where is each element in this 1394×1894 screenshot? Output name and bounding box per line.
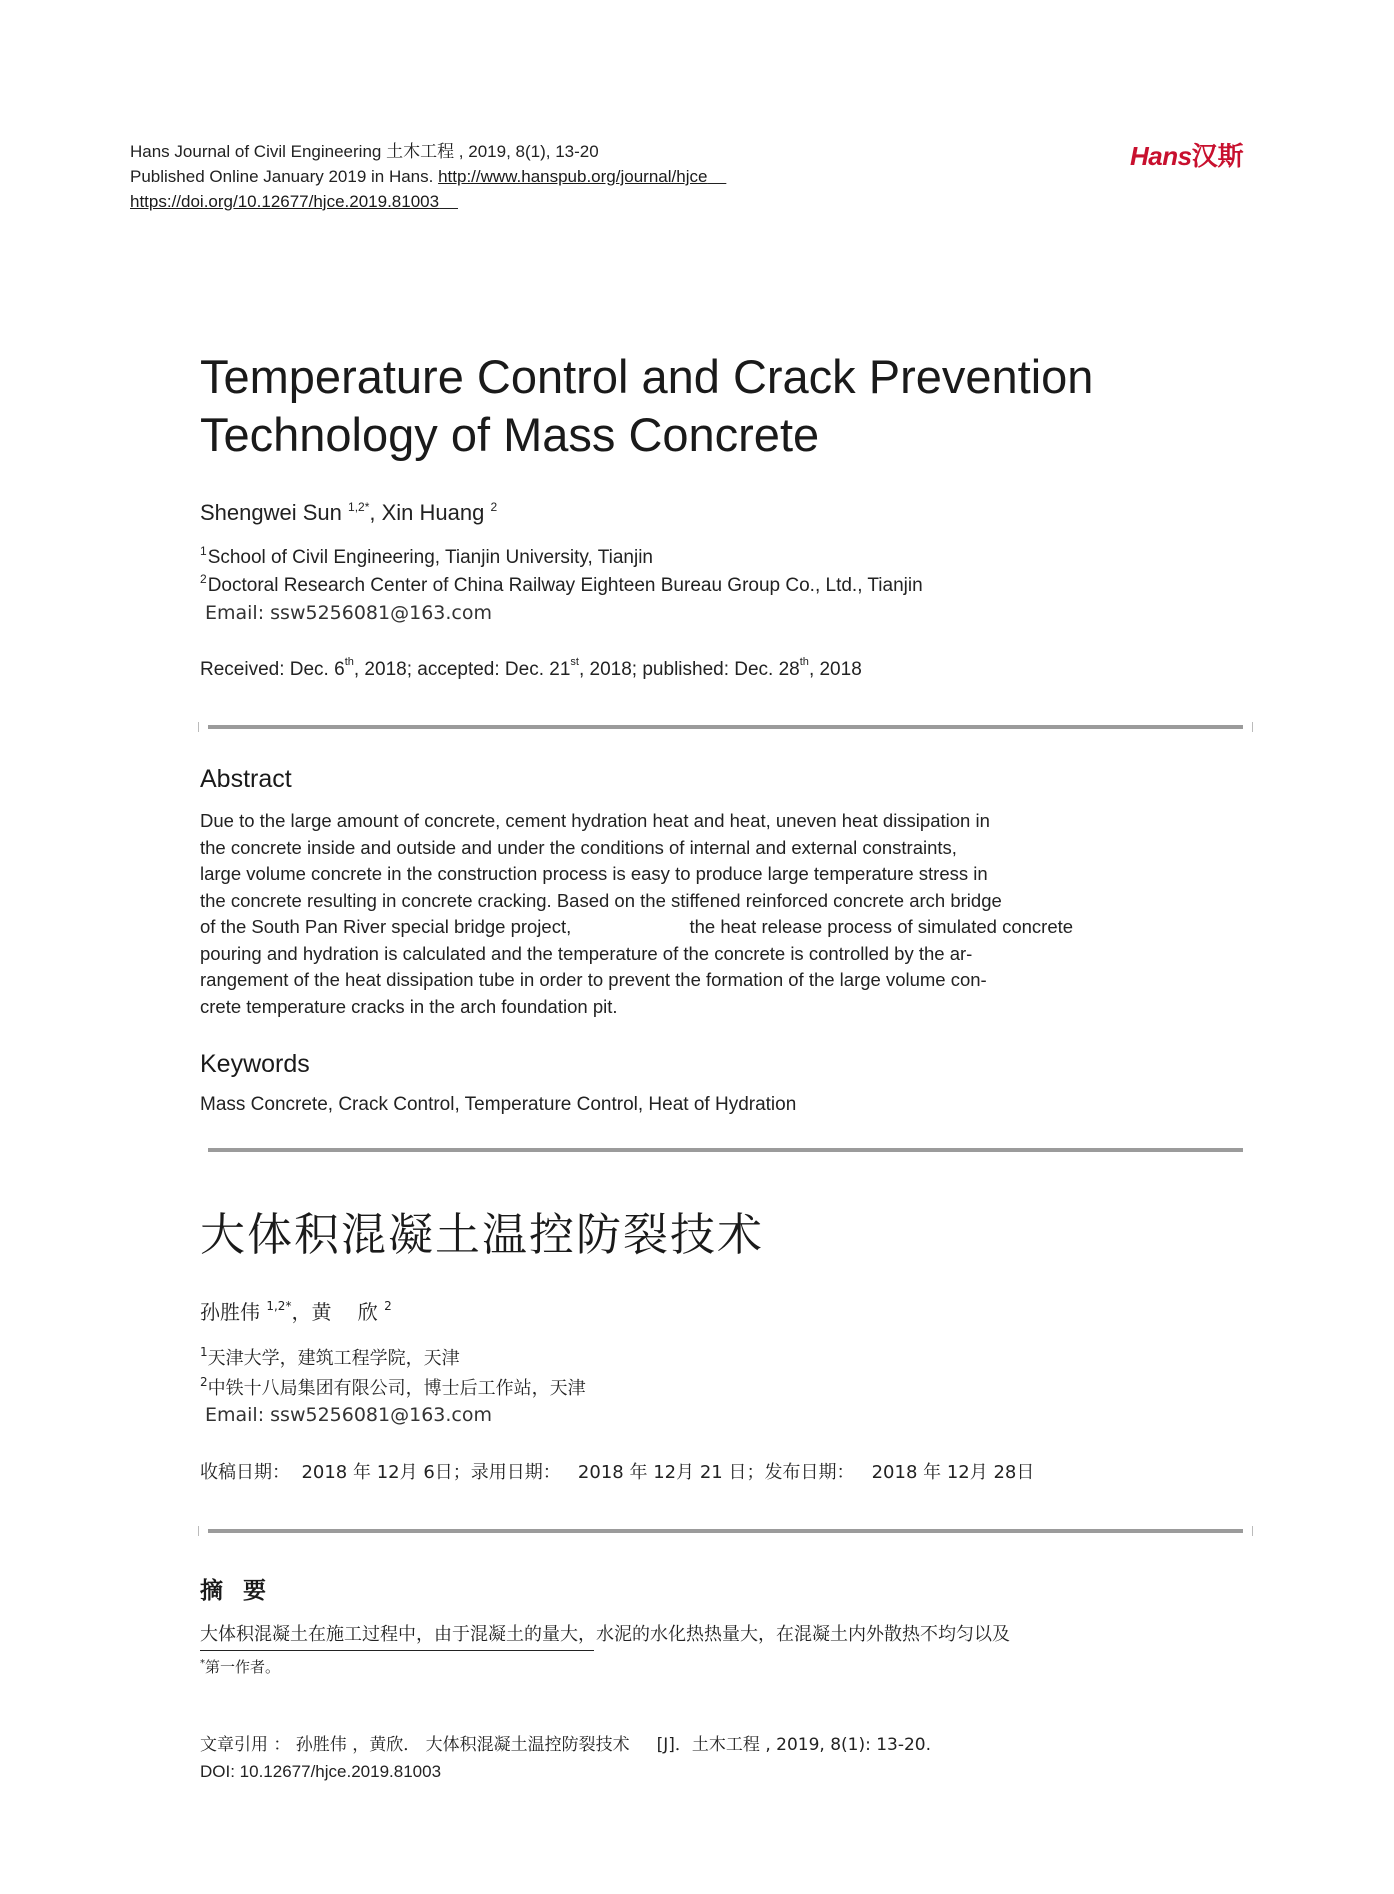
citation-text: 文章引用 ： 孙胜伟 ，黄欣． 大体积混凝土温控防裂技术 [J]．土木工程 , 2019, 8(1): 13-20. xyxy=(200,1735,932,1755)
author-1: Shengwei Sun xyxy=(200,500,342,525)
rule-tick-right-2 xyxy=(1252,1526,1253,1536)
abstract-line: of the South Pan River special bridge project, the heat release process of simulated concrete xyxy=(200,916,1074,937)
affiliation-1 xyxy=(200,544,653,569)
cn-aff-1-text: 天津大学，建筑工程学院，天津 xyxy=(207,1348,460,1369)
chinese-authors xyxy=(200,1296,392,1325)
abstract-line: crete temperature cracks in the arch foundation pit. xyxy=(200,995,618,1017)
author-1-sup: 1,2* xyxy=(348,500,370,514)
chinese-abstract-line: 大体积混凝土在施工过程中，由于混凝土的量大，水泥的水化热热量大，在混凝土内外散热不均匀以及 xyxy=(200,1624,1010,1645)
rule-tick-right xyxy=(1252,722,1253,732)
english-authors xyxy=(200,500,497,526)
date-published: , 2018; published: Dec. 28 xyxy=(578,659,800,680)
aff-1-sup: 1 xyxy=(200,544,207,558)
rule-tick-left-2 xyxy=(198,1526,199,1536)
section-divider-1 xyxy=(208,725,1243,729)
author-separator: , Xin Huang xyxy=(369,500,485,525)
english-title-line-2: Technology of Mass Concrete xyxy=(200,408,820,461)
cn-author-2-sup: 2 xyxy=(384,1299,392,1313)
aff-1-text: School of Civil Engineering, Tianjin University, Tianjin xyxy=(207,547,653,568)
date-year: , 2018 xyxy=(808,659,862,680)
rule-tick-left xyxy=(198,722,199,732)
footnote xyxy=(200,1656,280,1677)
logo-en: Hans xyxy=(1130,141,1192,171)
journal-url-link[interactable]: http://www.hanspub.org/journal/hjce xyxy=(438,167,708,186)
journal-line: Hans Journal of Civil Engineering 土木工程 , 2019, 8(1), 13-20 xyxy=(130,142,599,161)
chinese-email: Email: ssw5256081@163.com xyxy=(205,1404,492,1426)
affiliation-2 xyxy=(200,572,923,597)
footnote-rule xyxy=(200,1650,594,1651)
cn-author-1-sup: 1,2* xyxy=(266,1299,292,1313)
date-received: Received: Dec. 6 xyxy=(200,659,345,680)
logo-cn: 汉斯 xyxy=(1191,142,1244,172)
cn-aff-2-sup: 2 xyxy=(200,1375,208,1389)
aff-2-sup: 2 xyxy=(200,572,207,586)
chinese-abstract-heading: 摘要 xyxy=(200,1578,286,1604)
date-sup-1: th xyxy=(344,656,354,668)
cn-author-1: 孙胜伟 xyxy=(200,1300,260,1324)
chinese-dates: 收稿日期： 2018 年 12月 6日；录用日期： 2018 年 12月 21 日；发布日期： 2018 年 12月 28日 xyxy=(200,1462,1035,1483)
abstract-line: the concrete inside and outside and under the conditions of internal and external constraints, xyxy=(200,836,957,858)
english-dates xyxy=(200,656,862,681)
abstract-line: rangement of the heat dissipation tube in order to prevent the formation of the large volume con- xyxy=(200,969,987,990)
english-title xyxy=(200,348,1093,464)
citation-doi: DOI: 10.12677/hjce.2019.81003 xyxy=(200,1762,442,1781)
date-sup-3: th xyxy=(799,656,809,668)
abstract-line: pouring and hydration is calculated and the temperature of the concrete is controlled by the ar- xyxy=(200,942,973,964)
section-divider-2 xyxy=(208,1148,1243,1152)
author-2-sup: 2 xyxy=(490,500,498,514)
hans-logo xyxy=(1130,136,1244,173)
section-divider-3 xyxy=(208,1529,1243,1533)
aff-2-text: Doctoral Research Center of China Railway Eighteen Bureau Group Co., Ltd., Tianjin xyxy=(207,575,923,596)
doi-line xyxy=(130,190,458,214)
abstract-heading: Abstract xyxy=(200,765,292,793)
date-accepted: , 2018; accepted: Dec. 21 xyxy=(353,659,571,680)
doi-url-link[interactable]: https://doi.org/10.12677/hjce.2019.81003 xyxy=(130,192,440,211)
footnote-sup: * xyxy=(200,1658,205,1669)
keywords-heading: Keywords xyxy=(200,1050,310,1078)
cn-aff-1-sup: 1 xyxy=(200,1345,208,1359)
cn-affiliation-2 xyxy=(200,1374,586,1400)
english-title-line-1: Temperature Control and Crack Prevention xyxy=(200,350,1094,403)
chinese-title: 大体积混凝土温控防裂技术 xyxy=(200,1208,765,1261)
published-prefix: Published Online January 2019 in Hans. xyxy=(130,167,439,186)
abstract-line: large volume concrete in the construction process is easy to produce large temperature stress in xyxy=(200,863,988,884)
date-sup-2: st xyxy=(570,656,579,668)
abstract-line: Due to the large amount of concrete, cement hydration heat and heat, uneven heat dissipation in xyxy=(200,810,990,831)
keywords-list: Mass Concrete, Crack Control, Temperature Control, Heat of Hydration xyxy=(200,1094,797,1115)
footnote-text: 第一作者。 xyxy=(205,1658,281,1676)
cn-aff-2-text: 中铁十八局集团有限公司，博士后工作站，天津 xyxy=(207,1378,586,1399)
published-line xyxy=(130,165,726,189)
abstract-body xyxy=(200,808,1160,1020)
english-email: Email: ssw5256081@163.com xyxy=(205,602,492,624)
cn-author-separator: ，黄 欣 xyxy=(291,1300,378,1324)
abstract-line: the concrete resulting in concrete cracking. Based on the stiffened reinforced concrete arch bridge xyxy=(200,889,1002,911)
cn-affiliation-1 xyxy=(200,1344,460,1370)
